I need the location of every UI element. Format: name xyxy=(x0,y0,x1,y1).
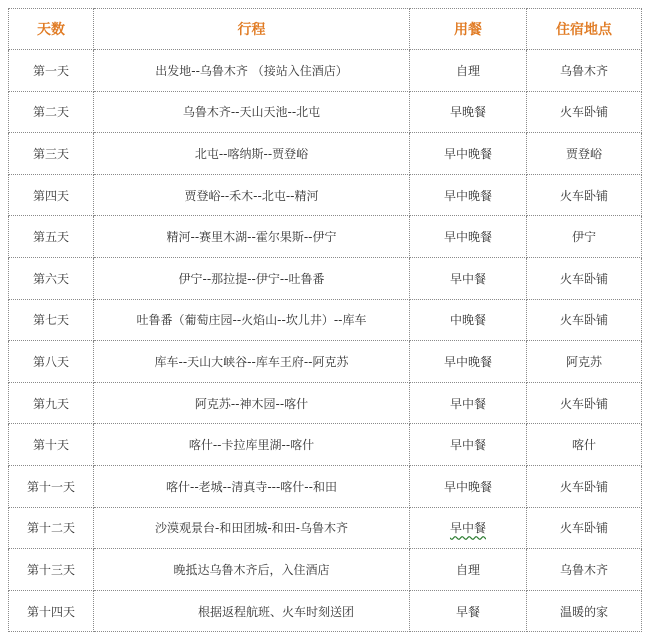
table-row xyxy=(9,174,642,216)
meals-cell xyxy=(410,507,527,549)
table-row xyxy=(9,424,642,466)
header-lodging: 住宿地点 xyxy=(527,9,642,50)
day-cell: 第八天 xyxy=(9,341,94,383)
table-row xyxy=(9,216,642,258)
route-cell: 精河--赛里木湖--霍尔果斯--伊宁 xyxy=(94,216,410,258)
meals-cell: 早晚餐 xyxy=(410,91,527,133)
day-cell: 第十二天 xyxy=(9,507,94,549)
meals-cell: 早中晚餐 xyxy=(410,216,527,258)
meals-cell: 早中餐 xyxy=(410,424,527,466)
day-cell: 第十一天 xyxy=(9,465,94,507)
meals-cell: 自理 xyxy=(410,549,527,591)
meals-cell: 早中晚餐 xyxy=(410,174,527,216)
header-day: 天数 xyxy=(9,9,94,50)
meals-cell: 早中餐 xyxy=(410,382,527,424)
meals-cell: 早餐 xyxy=(410,590,527,632)
meals-cell: 中晚餐 xyxy=(410,299,527,341)
meals-value: 早中餐 xyxy=(449,521,486,536)
route-cell: 贾登峪--禾木--北屯--精河 xyxy=(94,174,410,216)
table-row xyxy=(9,50,642,92)
header-meals: 用餐 xyxy=(410,9,527,50)
lodging-cell: 火车卧铺 xyxy=(527,91,642,133)
day-cell: 第七天 xyxy=(9,299,94,341)
day-cell: 第六天 xyxy=(9,257,94,299)
lodging-cell: 乌鲁木齐 xyxy=(527,50,642,92)
table-row xyxy=(9,590,642,632)
table-row xyxy=(9,507,642,549)
route-cell: 根据返程航班、火车时刻送团 xyxy=(94,590,410,632)
day-cell: 第九天 xyxy=(9,382,94,424)
meals-cell: 早中餐 xyxy=(410,257,527,299)
route-cell: 沙漠观景台-和田团城-和田-乌鲁木齐 xyxy=(94,507,410,549)
lodging-cell: 火车卧铺 xyxy=(527,174,642,216)
route-cell: 北屯--喀纳斯--贾登峪 xyxy=(94,133,410,175)
route-cell: 出发地--乌鲁木齐 （接站入住酒店） xyxy=(94,50,410,92)
header-row xyxy=(9,9,642,50)
itinerary-table xyxy=(8,8,642,632)
table-row xyxy=(9,549,642,591)
route-cell: 伊宁--那拉提--伊宁--吐鲁番 xyxy=(94,257,410,299)
day-cell: 第四天 xyxy=(9,174,94,216)
table-row xyxy=(9,257,642,299)
lodging-cell: 火车卧铺 xyxy=(527,465,642,507)
route-cell: 吐鲁番（葡萄庄园--火焰山--坎儿井）--库车 xyxy=(94,299,410,341)
meals-cell: 早中晚餐 xyxy=(410,341,527,383)
route-cell: 喀什--卡拉库里湖--喀什 xyxy=(94,424,410,466)
lodging-cell: 火车卧铺 xyxy=(527,507,642,549)
table-row xyxy=(9,341,642,383)
meals-cell: 早中晚餐 xyxy=(410,133,527,175)
meals-cell: 自理 xyxy=(410,50,527,92)
route-cell: 库车--天山大峡谷--库车王府--阿克苏 xyxy=(94,341,410,383)
table-row xyxy=(9,465,642,507)
route-cell: 喀什--老城--清真寺---喀什--和田 xyxy=(94,465,410,507)
day-cell: 第五天 xyxy=(9,216,94,258)
day-cell: 第二天 xyxy=(9,91,94,133)
day-cell: 第十四天 xyxy=(9,590,94,632)
table-row xyxy=(9,133,642,175)
lodging-cell: 贾登峪 xyxy=(527,133,642,175)
lodging-cell: 火车卧铺 xyxy=(527,299,642,341)
day-cell: 第十天 xyxy=(9,424,94,466)
table-row xyxy=(9,91,642,133)
table-row xyxy=(9,299,642,341)
route-cell: 晚抵达乌鲁木齐后，入住酒店 xyxy=(94,549,410,591)
lodging-cell: 伊宁 xyxy=(527,216,642,258)
lodging-cell: 乌鲁木齐 xyxy=(527,549,642,591)
lodging-cell: 火车卧铺 xyxy=(527,257,642,299)
day-cell: 第一天 xyxy=(9,50,94,92)
meals-cell: 早中晚餐 xyxy=(410,465,527,507)
header-route: 行程 xyxy=(94,9,410,50)
lodging-cell: 喀什 xyxy=(527,424,642,466)
day-cell: 第十三天 xyxy=(9,549,94,591)
table-row xyxy=(9,382,642,424)
lodging-cell: 阿克苏 xyxy=(527,341,642,383)
lodging-cell: 火车卧铺 xyxy=(527,382,642,424)
lodging-cell: 温暖的家 xyxy=(527,590,642,632)
route-cell: 乌鲁木齐--天山天池--北屯 xyxy=(94,91,410,133)
route-cell: 阿克苏--神木园--喀什 xyxy=(94,382,410,424)
day-cell: 第三天 xyxy=(9,133,94,175)
